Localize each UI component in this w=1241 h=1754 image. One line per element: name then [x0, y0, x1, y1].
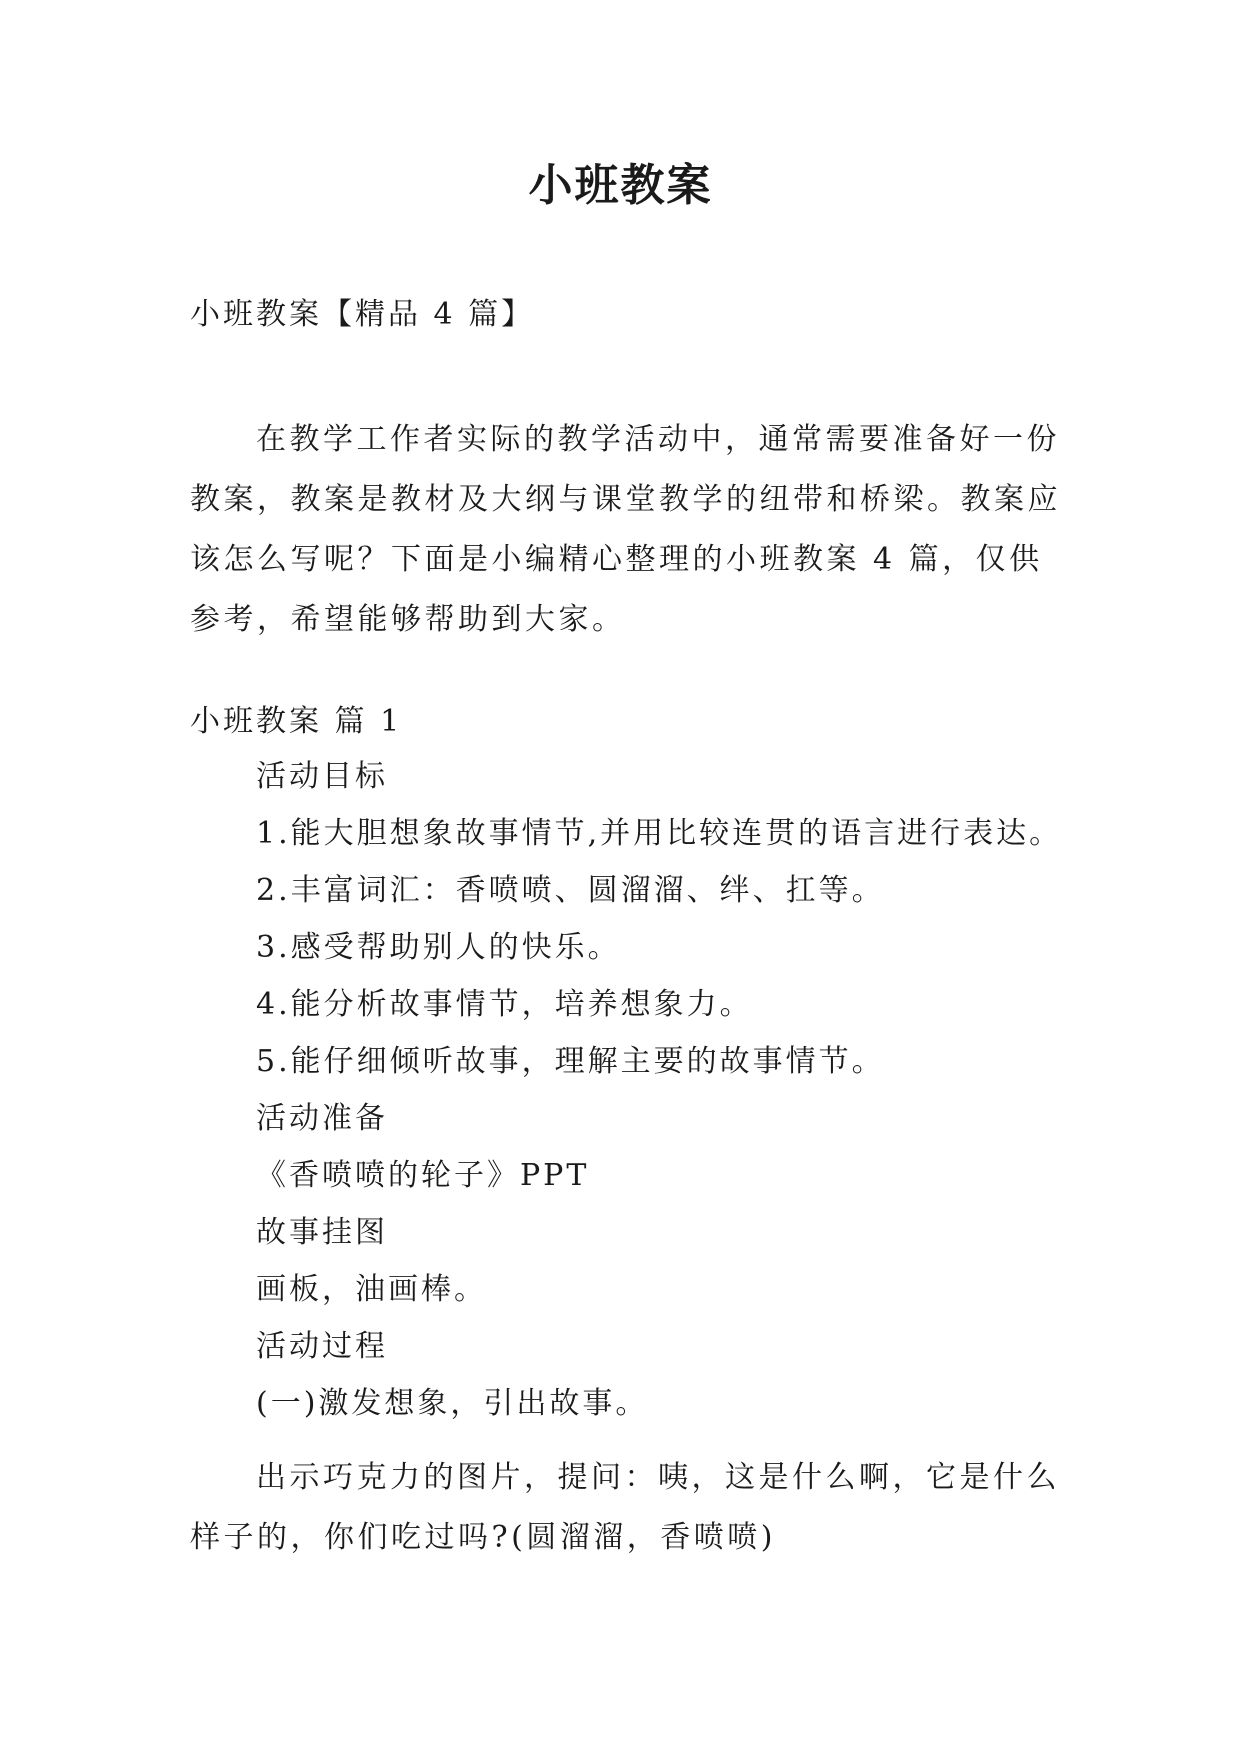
- section-heading: 小班教案 篇 1: [190, 704, 403, 739]
- goal-item-4: 4.能分析故事情节，培养想象力。: [256, 987, 753, 1022]
- heading-activity-process: 活动过程: [256, 1329, 388, 1364]
- document-subtitle: 小班教案【精品 4 篇】: [190, 297, 535, 332]
- goal-item-5: 5.能仔细倾听故事，理解主要的故事情节。: [256, 1044, 885, 1079]
- process-paragraph: 出示巧克力的图片，提问：咦，这是什么啊，它是什么样子的，你们吃过吗?(圆溜溜，香喷喷): [190, 1460, 1060, 1555]
- goal-item-2: 2.丰富词汇：香喷喷、圆溜溜、绊、扛等。: [256, 873, 885, 908]
- intro-paragraph: 在教学工作者实际的教学活动中，通常需要准备好一份教案，教案是教材及大纲与课堂教学的纽带和桥梁。教案应该怎么写呢？下面是小编精心整理的小班教案 4 篇，仅供参考，希望能够帮助到大家。: [190, 422, 1061, 637]
- heading-activity-goals: 活动目标: [256, 759, 388, 794]
- process-step-1: (一)激发想象，引出故事。: [256, 1386, 649, 1421]
- preparation-item-2: 故事挂图: [256, 1215, 388, 1250]
- preparation-item-1: 《香喷喷的轮子》PPT: [256, 1158, 590, 1193]
- preparation-item-3: 画板，油画棒。: [256, 1272, 487, 1307]
- heading-activity-preparation: 活动准备: [256, 1101, 388, 1136]
- goal-item-1: 1.能大胆想象故事情节,并用比较连贯的语言进行表达。: [256, 816, 1063, 851]
- document-title: 小班教案: [528, 160, 713, 211]
- goal-item-3: 3.感受帮助别人的快乐。: [256, 930, 621, 965]
